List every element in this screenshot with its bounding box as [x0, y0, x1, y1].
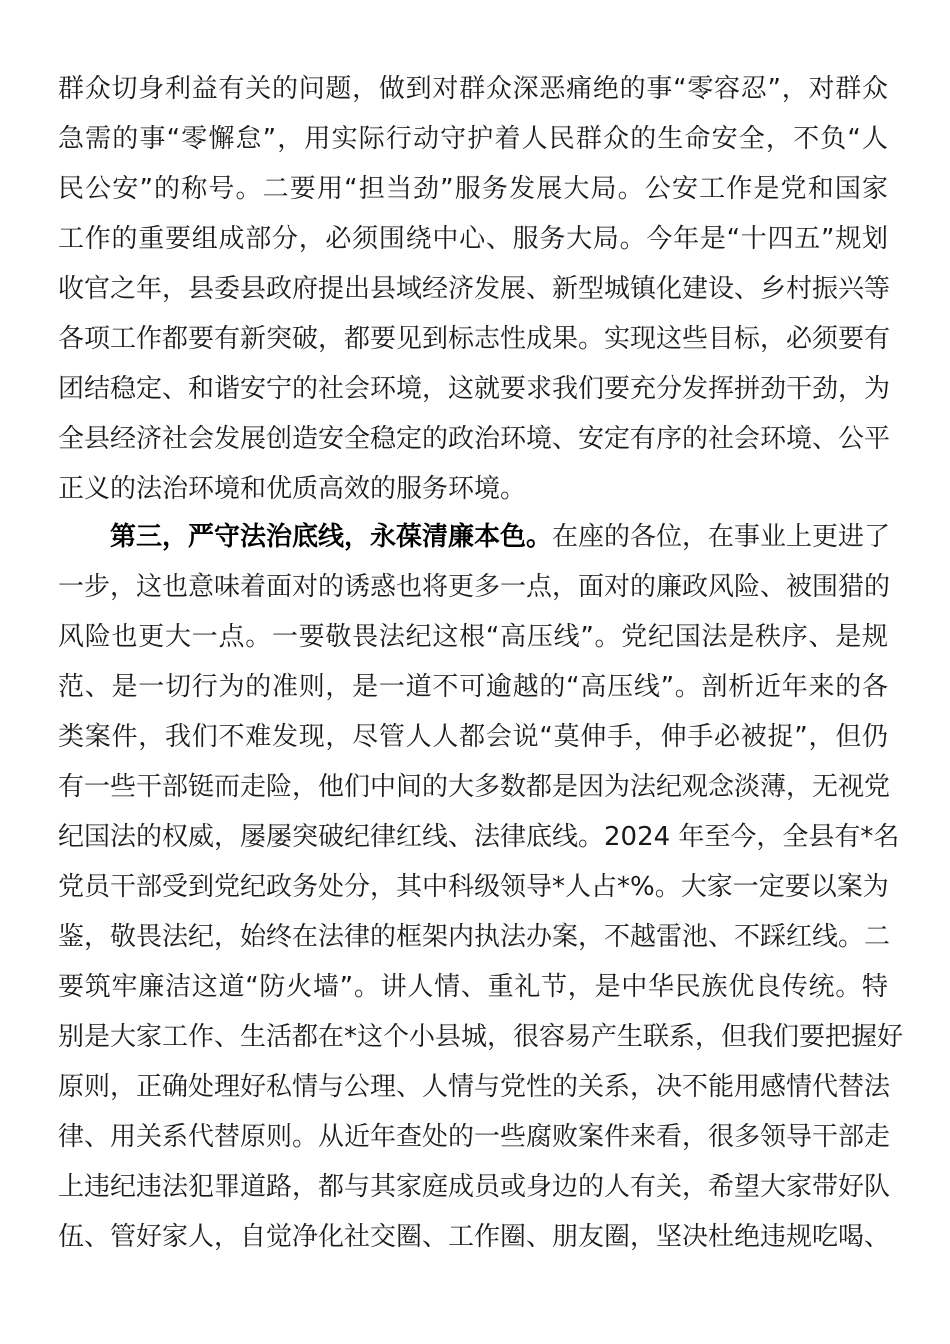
- text-line: 团结稳定、和谐安宁的社会环境，这就要求我们要充分发挥拼劲干劲，为: [58, 374, 891, 404]
- text-line: 原则，正确处理好私情与公理、人情与党性的关系，决不能用感情代替法: [58, 1072, 891, 1102]
- text-line: 一步，这也意味着面对的诱惑也将更多一点，面对的廉政风险、被围猎的: [58, 572, 891, 602]
- text-line: 要筑牢廉洁这道“防火墙”。讲人情、重礼节，是中华民族优良传统。特: [58, 972, 888, 1002]
- text-line: 伍、管好家人，自觉净化社交圈、工作圈、朋友圈，坚决杜绝违规吃喝、: [58, 1222, 891, 1252]
- text-line: 党员干部受到党纪政务处分，其中科级领导*人占*%。大家一定要以案为: [58, 872, 889, 902]
- text-line: 各项工作都要有新突破，都要见到标志性成果。实现这些目标，必须要有: [58, 324, 891, 354]
- text-line: 有一些干部铤而走险，他们中间的大多数都是因为法纪观念淡薄，无视党: [58, 772, 891, 802]
- text-line: 上违纪违法犯罪道路，都与其家庭成员或身边的人有关，希望大家带好队: [58, 1172, 891, 1202]
- text-line: 群众切身利益有关的问题，做到对群众深恶痛绝的事“零容忍”，对群众: [58, 74, 888, 104]
- text-line: 收官之年，县委县政府提出县域经济发展、新型城镇化建设、乡村振兴等: [58, 274, 891, 304]
- text-line: 纪国法的权威，屡屡突破纪律红线、法律底线。2024 年至今，全县有*名: [58, 822, 900, 852]
- section-heading: 第三，严守法治底线，永葆清廉本色。: [110, 522, 553, 552]
- text-line: 民公安”的称号。二要用“担当劲”服务发展大局。公安工作是党和国家: [58, 174, 888, 204]
- text-line: 别是大家工作、生活都在*这个小县城，很容易产生联系，但我们要把握好: [58, 1022, 904, 1052]
- first-line-text: 在座的各位，在事业上更进了: [552, 522, 891, 552]
- text-line: 范、是一切行为的准则，是一道不可逾越的“高压线”。剖析近年来的各: [58, 672, 888, 702]
- text-line: 工作的重要组成部分，必须围绕中心、服务大局。今年是“十四五”规划: [58, 224, 888, 254]
- paragraph-first-line: [110, 512, 891, 562]
- text-line: 急需的事“零懈怠”，用实际行动守护着人民群众的生命安全，不负“人: [58, 124, 888, 154]
- text-line: 鉴，敬畏法纪，始终在法律的框架内执法办案，不越雷池、不踩红线。二: [58, 922, 891, 952]
- text-line: 律、用关系代替原则。从近年查处的一些腐败案件来看，很多领导干部走: [58, 1122, 891, 1152]
- text-line: 类案件，我们不难发现，尽管人人都会说“莫伸手，伸手必被捉”，但仍: [58, 722, 888, 752]
- text-line: 正义的法治环境和优质高效的服务环境。: [58, 474, 527, 504]
- text-line: 风险也更大一点。一要敬畏法纪这根“高压线”。党纪国法是秩序、是规: [58, 622, 888, 652]
- text-line: 全县经济社会发展创造安全稳定的政治环境、安定有序的社会环境、公平: [58, 424, 891, 454]
